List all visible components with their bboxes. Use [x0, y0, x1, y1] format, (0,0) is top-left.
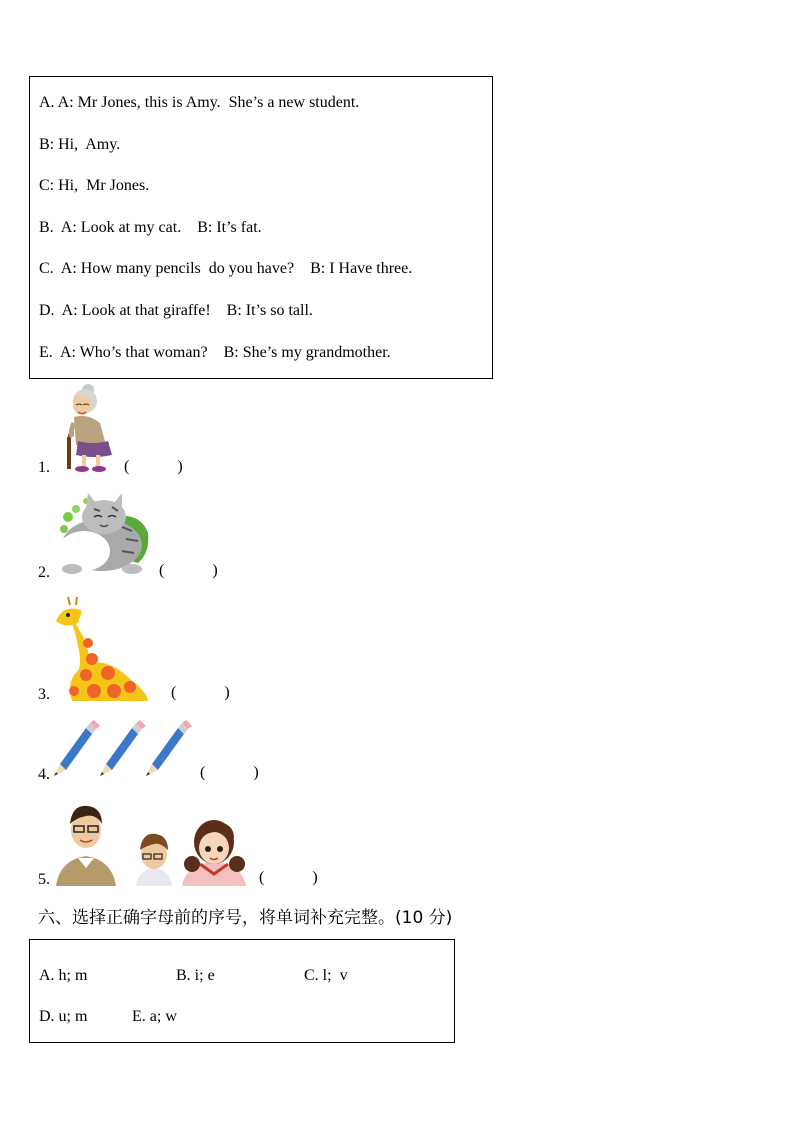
- dialog-line-a-b: B: Hi, Amy.: [39, 136, 121, 153]
- question-number: 1.: [38, 459, 50, 476]
- option-a: A. h; m: [39, 967, 88, 984]
- option-c: C. l; v: [304, 967, 348, 984]
- grandmother-icon: [52, 383, 118, 473]
- letter-options-box: [29, 939, 455, 1043]
- option-d: D. u; m: [39, 1008, 88, 1025]
- dialog-options-box: [29, 76, 493, 379]
- option-b: B. i; e: [176, 967, 215, 984]
- answer-blank[interactable]: ( ): [259, 869, 318, 886]
- dialog-line-e: E. A: Who’s that woman? B: She’s my grandmother.: [39, 344, 391, 361]
- answer-blank[interactable]: ( ): [171, 684, 230, 701]
- dialog-line-c: C. A: How many pencils do you have? B: I Have three.: [39, 260, 413, 277]
- answer-blank[interactable]: ( ): [159, 562, 218, 579]
- dialog-line-d: D. A: Look at that giraffe! B: It’s so tall.: [39, 302, 313, 319]
- dialog-line-b: B. A: Look at my cat. B: It’s fat.: [39, 219, 262, 236]
- question-number: 5.: [38, 871, 50, 888]
- giraffe-icon: [52, 595, 150, 701]
- answer-blank[interactable]: ( ): [124, 458, 183, 475]
- section-six-title: 六、选择正确字母前的序号，将单词补充完整。(10 分): [38, 908, 453, 928]
- answer-blank[interactable]: ( ): [200, 764, 259, 781]
- dialog-line-a: A. A: Mr Jones, this is Amy. She’s a new student.: [39, 94, 360, 111]
- question-number: 2.: [38, 564, 50, 581]
- option-e: E. a; w: [132, 1008, 177, 1025]
- question-number: 4.: [38, 766, 50, 783]
- dialog-line-a-c: C: Hi, Mr Jones.: [39, 177, 150, 194]
- fat-cat-icon: [52, 487, 152, 577]
- question-number: 3.: [38, 686, 50, 703]
- teacher-and-students-icon: [54, 802, 250, 886]
- three-pencils-icon: [50, 720, 192, 780]
